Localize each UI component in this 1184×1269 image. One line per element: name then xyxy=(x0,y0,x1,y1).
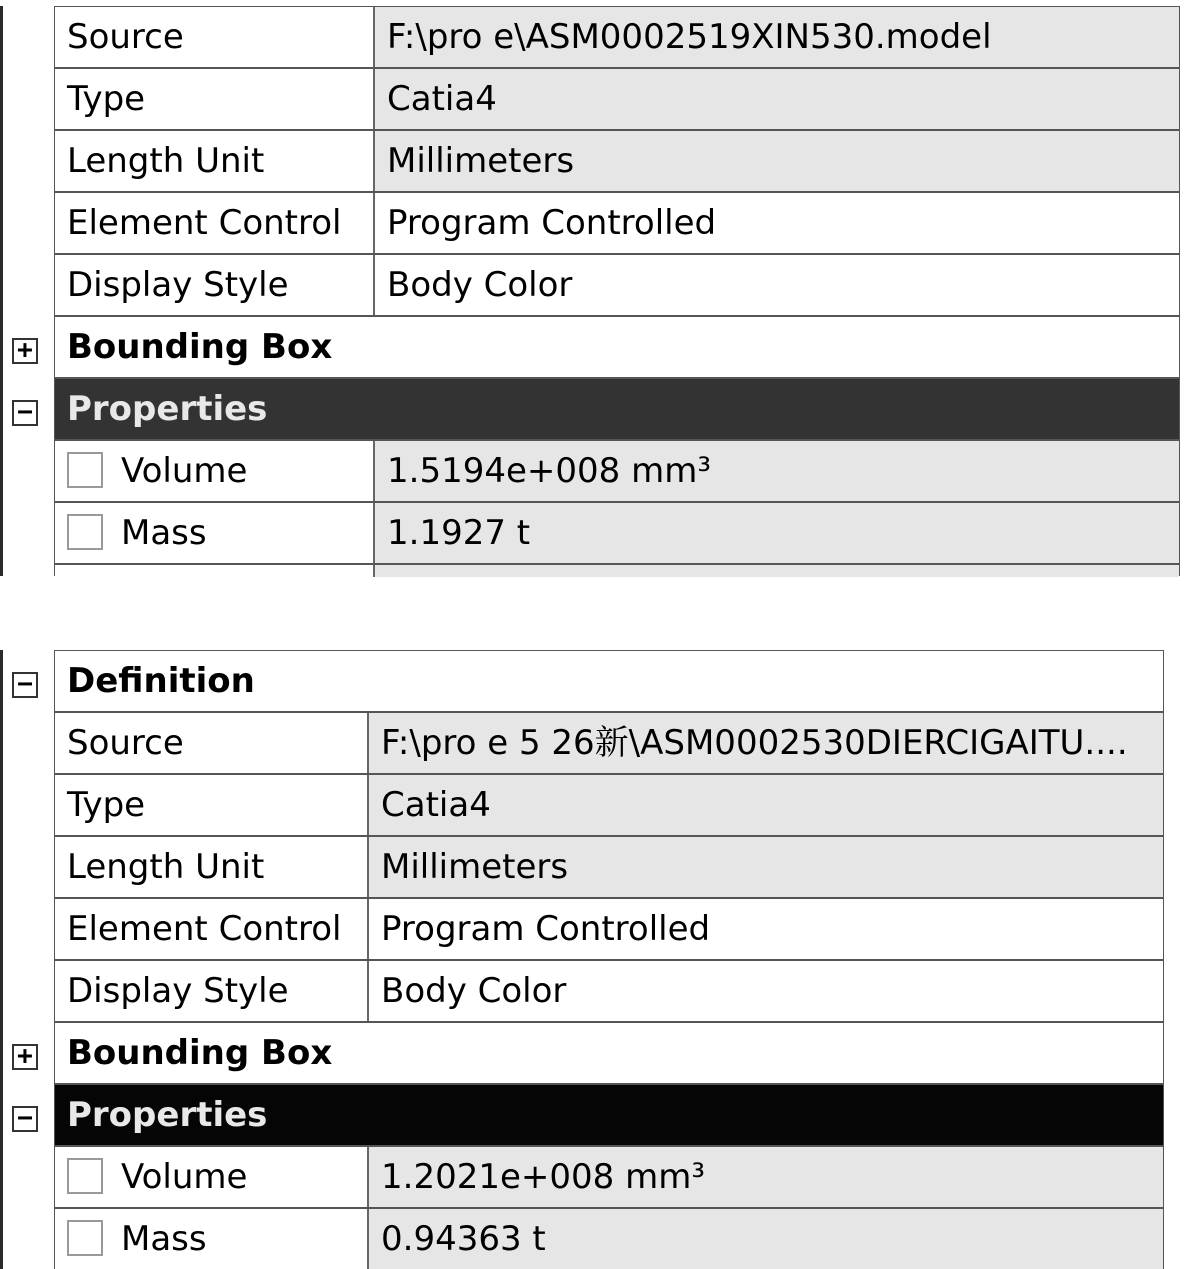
row-mass[interactable] xyxy=(54,502,1180,564)
row-label xyxy=(55,1209,369,1269)
row-element-control[interactable] xyxy=(54,898,1164,960)
row-value: 1.5194e+008 mm³ xyxy=(375,441,1179,501)
row-display-style[interactable] xyxy=(54,960,1164,1022)
minus-icon[interactable]: − xyxy=(12,400,38,426)
row-value[interactable]: F:\pro e 5 26新\ASM0002530DIERCIGAITU.... xyxy=(369,713,1163,773)
bounding-box-group-header[interactable]: Bounding Box xyxy=(54,1022,1164,1084)
row-value: 1.1927 t xyxy=(375,503,1179,563)
row-label: Length Unit xyxy=(55,837,369,897)
row-label: Element Control xyxy=(55,193,375,253)
row-display-style[interactable] xyxy=(54,254,1180,316)
row-label xyxy=(55,565,375,577)
details-panel-2 xyxy=(0,650,1184,1269)
properties-group-header[interactable]: Properties xyxy=(54,378,1180,440)
row-element-control[interactable] xyxy=(54,192,1180,254)
row-source[interactable] xyxy=(54,6,1180,68)
row-value[interactable]: Program Controlled xyxy=(369,899,1163,959)
row-label: Display Style xyxy=(55,961,369,1021)
row-label: Source xyxy=(55,7,375,67)
definition-group-header[interactable]: Definition xyxy=(54,650,1164,712)
row-value: 1.2021e+008 mm³ xyxy=(369,1147,1163,1207)
row-label: Element Control xyxy=(55,899,369,959)
property-name: Mass xyxy=(121,1219,207,1259)
minus-icon[interactable]: − xyxy=(12,672,38,698)
tree-gutter xyxy=(0,6,57,576)
row-label: Source xyxy=(55,713,369,773)
plus-icon[interactable]: + xyxy=(12,338,38,364)
properties-group-header[interactable]: Properties xyxy=(54,1084,1164,1146)
row-label xyxy=(55,503,375,563)
row-value[interactable]: Body Color xyxy=(375,255,1179,315)
parameter-checkbox[interactable] xyxy=(67,1220,103,1256)
row-label xyxy=(55,1147,369,1207)
row-label: Type xyxy=(55,775,369,835)
row-length-unit[interactable] xyxy=(54,130,1180,192)
row-label: Display Style xyxy=(55,255,375,315)
row-value xyxy=(375,565,1179,577)
plus-icon[interactable]: + xyxy=(12,1044,38,1070)
property-name: Mass xyxy=(121,513,207,553)
row-label xyxy=(55,441,375,501)
row-value: 0.94363 t xyxy=(369,1209,1163,1269)
parameter-checkbox[interactable] xyxy=(67,1158,103,1194)
property-name: Volume xyxy=(121,451,248,491)
row-value[interactable]: F:\pro e\ASM0002519XIN530.model xyxy=(375,7,1179,67)
tree-gutter xyxy=(0,650,57,1269)
row-type[interactable] xyxy=(54,774,1164,836)
row-value[interactable]: Millimeters xyxy=(369,837,1163,897)
row-volume[interactable] xyxy=(54,440,1180,502)
row-length-unit[interactable] xyxy=(54,836,1164,898)
row-label: Type xyxy=(55,69,375,129)
parameter-checkbox[interactable] xyxy=(67,514,103,550)
row-label: Length Unit xyxy=(55,131,375,191)
row-cutoff xyxy=(54,564,1180,576)
details-panel-1 xyxy=(0,6,1184,576)
row-source[interactable] xyxy=(54,712,1164,774)
minus-icon[interactable]: − xyxy=(12,1106,38,1132)
parameter-checkbox[interactable] xyxy=(67,452,103,488)
row-volume[interactable] xyxy=(54,1146,1164,1208)
row-mass[interactable] xyxy=(54,1208,1164,1269)
row-value[interactable]: Catia4 xyxy=(369,775,1163,835)
property-name: Volume xyxy=(121,1157,248,1197)
row-value[interactable]: Program Controlled xyxy=(375,193,1179,253)
row-type[interactable] xyxy=(54,68,1180,130)
row-value[interactable]: Body Color xyxy=(369,961,1163,1021)
row-value[interactable]: Catia4 xyxy=(375,69,1179,129)
row-value[interactable]: Millimeters xyxy=(375,131,1179,191)
bounding-box-group-header[interactable]: Bounding Box xyxy=(54,316,1180,378)
